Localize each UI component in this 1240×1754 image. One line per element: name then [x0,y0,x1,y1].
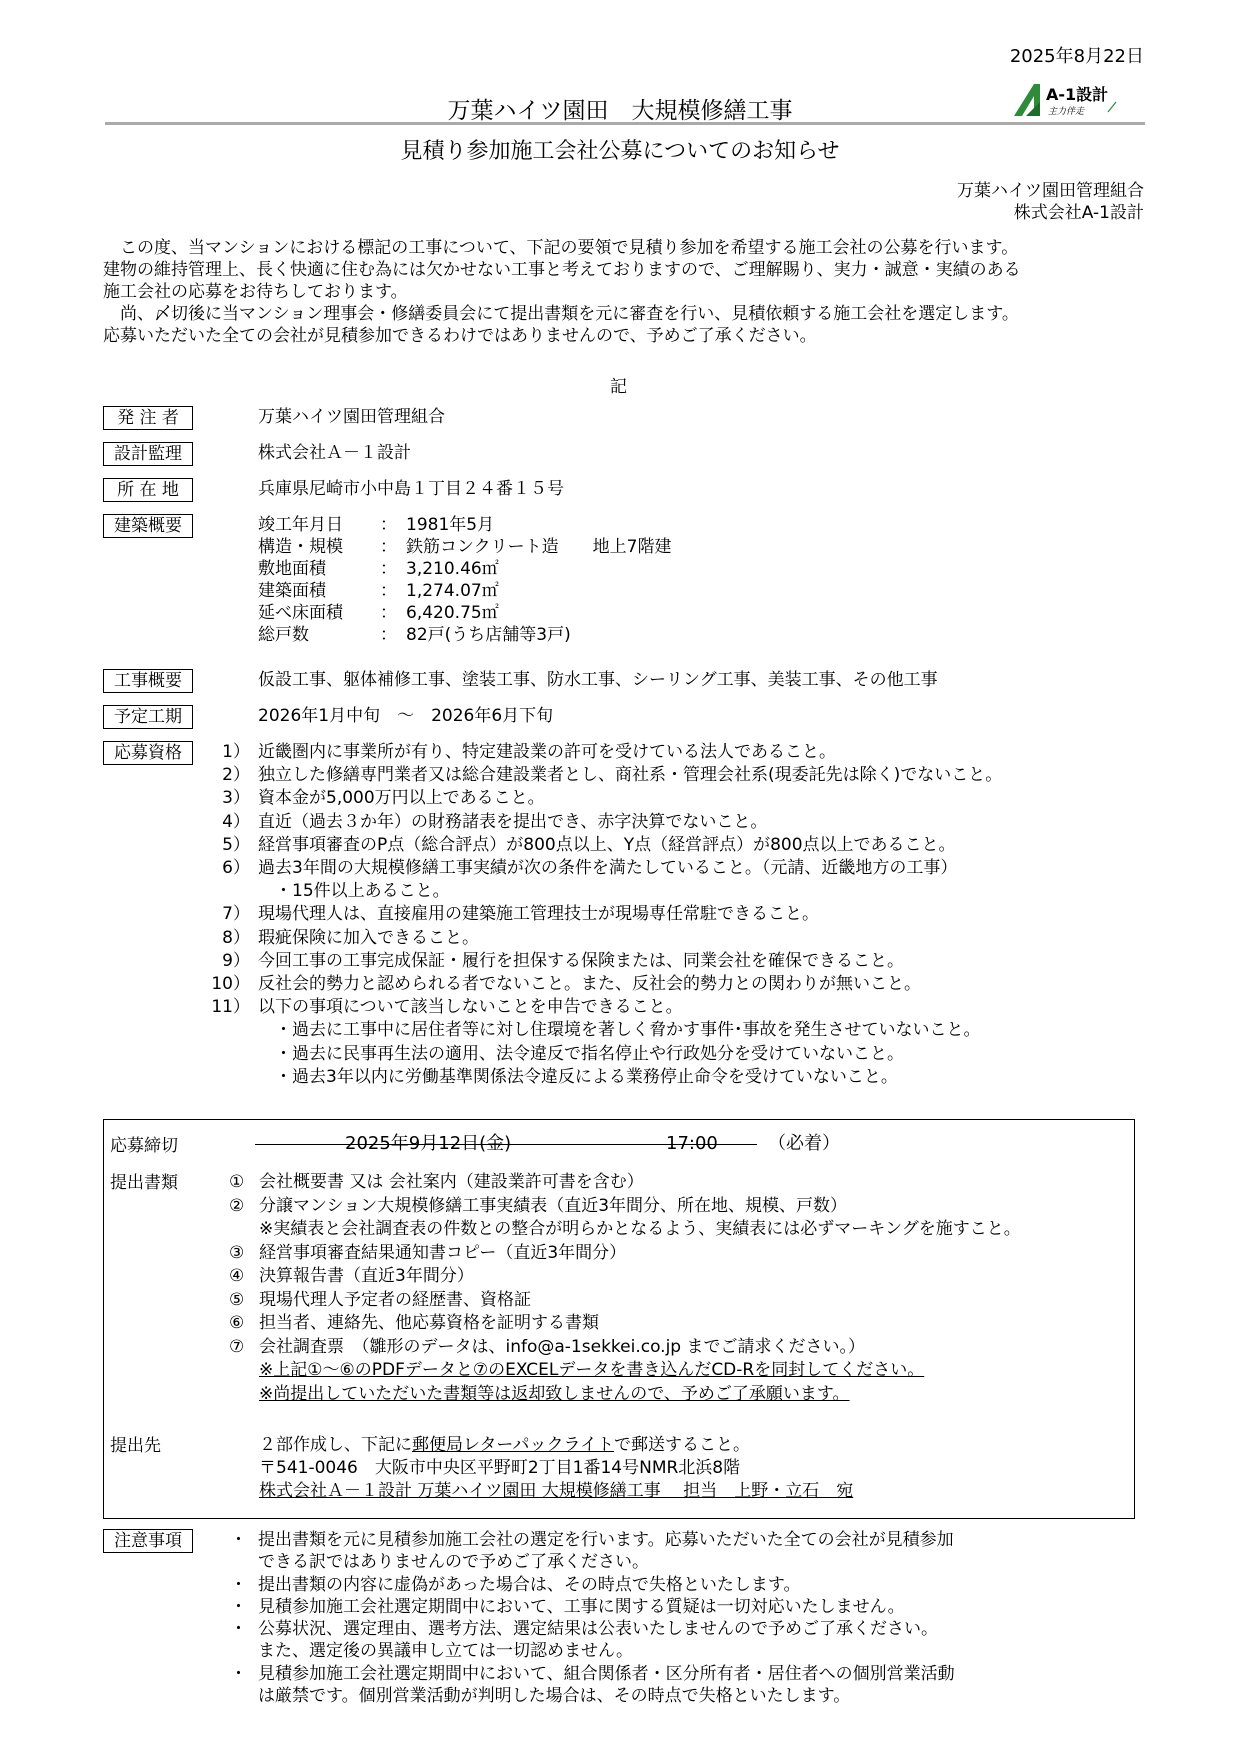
note-item [230,1596,955,1618]
qualification-item [200,834,1002,857]
note-bullet: ・ [230,1663,247,1684]
note-bullet: ・ [230,1530,247,1550]
doc-number: ④ [229,1266,245,1286]
note-item [230,1685,955,1707]
instruction-text: で郵送すること。 [613,1435,750,1455]
spec-value: 1981年5月 [406,515,495,535]
doc-number: ⑤ [229,1289,245,1310]
document-title: 万葉ハイツ園田 大規模修繕工事 [447,98,793,124]
intro-paragraph [103,237,1163,347]
note-item [230,1618,955,1640]
item-number [200,1066,258,1089]
qualification-item [200,787,1002,810]
item-text: ・15件以上あること。 [258,881,450,902]
orderer-label: 発 注 者 [103,406,193,430]
item-number: 8） [222,927,250,948]
item-number: 11） [211,997,250,1018]
destination-label: 提出先 [110,1436,161,1456]
item-number [200,1019,258,1042]
qualifications-list [200,741,1002,1089]
doc-number: ⑦ [229,1336,245,1357]
note-item [230,1551,955,1573]
spec-key: 総戸数 [258,625,309,645]
spec-row [258,536,671,558]
spec-colon: ： [380,515,397,535]
doc-text: 会社概要書 又は 会社案内（建設業許可書を含む） [259,1172,644,1192]
item-number: 7） [222,904,250,925]
orderer-value: 万葉ハイツ園田管理組合 [258,407,445,427]
qualification-item [200,1019,1002,1042]
item-number: 4） [222,811,250,832]
spec-colon: ： [380,581,397,601]
note-item [230,1574,955,1596]
destination-address: 〒541-0046 大阪市中央区平野町2丁目1番14号NMR北浜8階 [259,1458,741,1478]
deadline-note: （必着） [768,1133,840,1154]
qualification-item [200,764,1002,787]
doc-number: ① [229,1172,245,1192]
doc-item [229,1289,1021,1313]
doc-number: ② [229,1195,245,1216]
building-specs [258,514,671,646]
note-text: できる訳ではありませんので予めご了承ください。 [258,1552,649,1573]
qualification-item [200,1043,1002,1066]
qualification-item [200,741,1002,764]
spec-row [258,514,671,536]
item-number [200,1043,258,1066]
intro-line: この度、当マンションにおける標記の工事について、下記の要領で見積り参加を希望する施工会社の公募を行います。 [103,238,1019,258]
item-number: 9） [222,950,250,971]
doc-text: 分譲マンション大規模修繕工事実績表（直近3年間分、所在地、規模、戸数） [259,1195,848,1216]
schedule-label: 予定工期 [103,705,193,729]
instruction-text: ２部作成し、下記に [259,1435,412,1455]
ki-heading: 記 [610,377,627,397]
item-text: 瑕疵保険に加入できること。 [258,927,479,948]
note-item [230,1529,955,1551]
item-number: 3） [222,788,250,809]
supervision-value: 株式会社Ａ－１設計 [258,443,411,463]
doc-item [229,1195,1021,1219]
qualification-item [200,950,1002,973]
spec-value: 鉄筋コンクリート造 地上7階建 [406,537,672,557]
qualification-item [200,811,1002,834]
deadline-time: 17:00 [666,1133,718,1154]
qualifications-label: 応募資格 [103,741,193,765]
item-text: 近畿圏内に事業所が有り、特定建設業の許可を受けている法人であること。 [258,742,836,762]
item-number: 6） [222,858,250,879]
item-number [200,880,258,903]
destination-block [259,1434,853,1503]
item-number: 5） [222,834,250,855]
spec-colon: ： [380,603,397,623]
doc-number: ③ [229,1242,245,1263]
item-text: 資本金が5,000万円以上であること。 [258,788,545,809]
doc-item [229,1312,1021,1336]
spec-key: 構造・規模 [258,537,343,557]
spec-key: 敷地面積 [258,559,326,579]
deadline-label: 応募締切 [110,1136,178,1156]
destination-recipient: 株式会社Ａ－１設計 万葉ハイツ園田 大規模修繕工事 担当 上野・立石 宛 [259,1481,854,1501]
note-bullet: ・ [230,1574,247,1595]
note-text: 公募状況、選定理由、選考方法、選定結果は公表いたしませんので予めご了承ください。 [258,1619,938,1640]
doc-text: 現場代理人予定者の経歴書、資格証 [259,1289,531,1310]
document-date: 2025年8月22日 [1009,46,1144,67]
note-text: は厳禁です。個別営業活動が判明した場合は、その時点で失格といたします。 [258,1686,851,1707]
item-text: 現場代理人は、直接雇用の建築施工管理技士が現場専任常駐できること。 [258,904,819,925]
mail-method: 郵便局レターパックライト [412,1435,614,1455]
spec-value: 3,210.46㎡ [406,559,499,579]
spec-colon: ： [380,625,397,645]
item-text: 反社会的勢力と認められる者でないこと。また、反社会的勢力との関わりが無いこと。 [258,974,921,995]
spec-row [258,558,671,580]
qualification-item [200,903,1002,926]
schedule-value: 2026年1月中旬 ～ 2026年6月下旬 [258,706,554,726]
doc-number [229,1218,259,1242]
doc-text: 会社調査票 （雛形のデータは、info@a-1sekkei.co.jp までご請求ください。） [259,1336,866,1357]
item-number: 2） [222,765,250,786]
qualification-item [200,1066,1002,1089]
note-bullet: ・ [230,1596,247,1617]
item-text: 今回工事の工事完成保証・履行を担保する保険または、同業会社を確保できること。 [258,950,904,971]
docs-list [229,1171,1021,1406]
building-label: 建築概要 [103,514,193,538]
docs-label: 提出書類 [110,1173,178,1193]
note-bullet [230,1685,258,1707]
deadline-date: 2025年9月12日(金) [345,1133,512,1154]
deadline-underline [255,1144,757,1145]
qualification-item [200,996,1002,1019]
note-text: 提出書類の内容に虚偽があった場合は、その時点で失格といたします。 [258,1574,801,1595]
title-divider [105,122,1145,125]
supervision-label: 設計監理 [103,442,193,466]
item-text: 経営事項審査のP点（総合評点）が800点以上、Y点（経営評点）が800点以上であること。 [258,834,956,855]
spec-value: 1,274.07㎡ [406,581,499,601]
doc-item [229,1242,1021,1266]
item-text: 以下の事項について該当しないことを申告できること。 [258,997,683,1018]
doc-item [229,1265,1021,1289]
item-number: 10） [211,974,250,995]
spec-row [258,602,671,624]
spec-row [258,624,671,646]
spec-key: 竣工年月日 [258,515,343,535]
notes-label: 注意事項 [103,1529,193,1553]
destination-instruction [259,1434,853,1457]
notes-list [230,1529,955,1707]
intro-line: 応募いただいた全ての会社が見積参加できるわけではありませんので、予めご了承ください。 [103,326,817,346]
qualification-item [200,973,1002,996]
spec-colon: ： [380,559,397,579]
spec-colon: ： [380,537,397,557]
location-label: 所 在 地 [103,478,193,502]
spec-row [258,580,671,602]
logo-text: A-1設計 [1046,85,1109,104]
item-text: 直近（過去３か年）の財務諸表を提出でき、赤字決算でないこと。 [258,811,768,832]
note-text: また、選定後の異議申し立ては一切認めません。 [258,1641,634,1662]
doc-text: 経営事項審査結果通知書コピー（直近3年間分） [259,1242,627,1263]
document-subtitle: 見積り参加施工会社公募についてのお知らせ [400,139,840,164]
issuer-company: 株式会社A-1設計 [1013,203,1144,223]
issuer-association: 万葉ハイツ園田管理組合 [957,181,1144,201]
location-value: 兵庫県尼崎市小中島１丁目２４番１５号 [258,479,564,499]
doc-item [229,1218,1021,1242]
qualification-item [200,927,1002,950]
doc-item [229,1336,1021,1360]
spec-value: 6,420.75㎡ [406,603,499,623]
qualification-item [200,857,1002,880]
company-logo [1012,82,1138,118]
note-bullet: ・ [230,1619,247,1640]
intro-line: 施工会社の応募をお待ちしております。 [103,282,408,302]
intro-line: 建物の維持管理上、長く快適に住む為には欠かせない工事と考えておりますので、ご理解賜り、実力・誠意・実績のある [103,260,1021,280]
item-number: 1） [222,742,250,762]
qualification-item [200,880,1002,903]
item-text: ・過去に民事再生法の適用、法令違反で指名停止や行政処分を受けていないこと。 [258,1043,904,1064]
doc-note-text: ※上記①～⑥のPDFデータと⑦のEXCELデータを書き込んだCD-Rを同封してください。 [259,1360,925,1380]
doc-note [229,1383,1021,1407]
note-item [230,1663,955,1685]
spec-key: 延べ床面積 [258,603,343,623]
item-text: 過去3年間の大規模修繕工事実績が次の条件を満たしていること。（元請、近畿地方の工事） [258,858,958,879]
doc-number: ⑥ [229,1313,245,1333]
doc-note-text: ※尚提出していただいた書類等は返却致しませんので、予めご了承願います。 [259,1383,850,1404]
note-text: 見積参加施工会社選定期間中において、組合関係者・区分所有者・居住者への個別営業活動 [258,1663,955,1684]
item-text: 独立した修繕専門業者又は総合建設業者とし、商社系・管理会社系(現委託先は除く)でないこと。 [258,765,1003,786]
note-item [230,1640,955,1662]
note-text: 提出書類を元に見積参加施工会社の選定を行います。応募いただいた全ての会社が見積参加 [258,1530,954,1550]
work-value: 仮設工事、躯体補修工事、塗装工事、防水工事、シーリング工事、美装工事、その他工事 [258,670,938,690]
intro-line: 尚、〆切後に当マンション理事会・修繕委員会にて提出書類を元に審査を行い、見積依頼する施工会社を選定します。 [103,304,1019,324]
item-text: ・過去3年以内に労働基準関係法令違反による業務停止命令を受けていないこと。 [258,1066,898,1087]
logo-tagline: 主力伴走 [1048,107,1085,117]
note-text: 見積参加施工会社選定期間中において、工事に関する質疑は一切対応いたしません。 [258,1596,905,1617]
note-bullet [230,1640,258,1662]
doc-text: ※実績表と会社調査表の件数との整合が明らかとなるよう、実績表には必ずマーキングを施すこと。 [259,1219,1021,1239]
work-label: 工事概要 [103,669,193,693]
doc-text: 決算報告書（直近3年間分） [259,1266,474,1286]
item-text: ・過去に工事中に居住者等に対し住環境を著しく脅かす事件･事故を発生させていないこと。 [258,1020,981,1041]
spec-value: 82戸(うち店舗等3戸) [406,625,571,645]
doc-text: 担当者、連絡先、他応募資格を証明する書類 [259,1313,599,1333]
doc-note [229,1359,1021,1383]
spec-key: 建築面積 [258,581,326,601]
doc-item [229,1171,1021,1195]
note-bullet [230,1551,258,1573]
